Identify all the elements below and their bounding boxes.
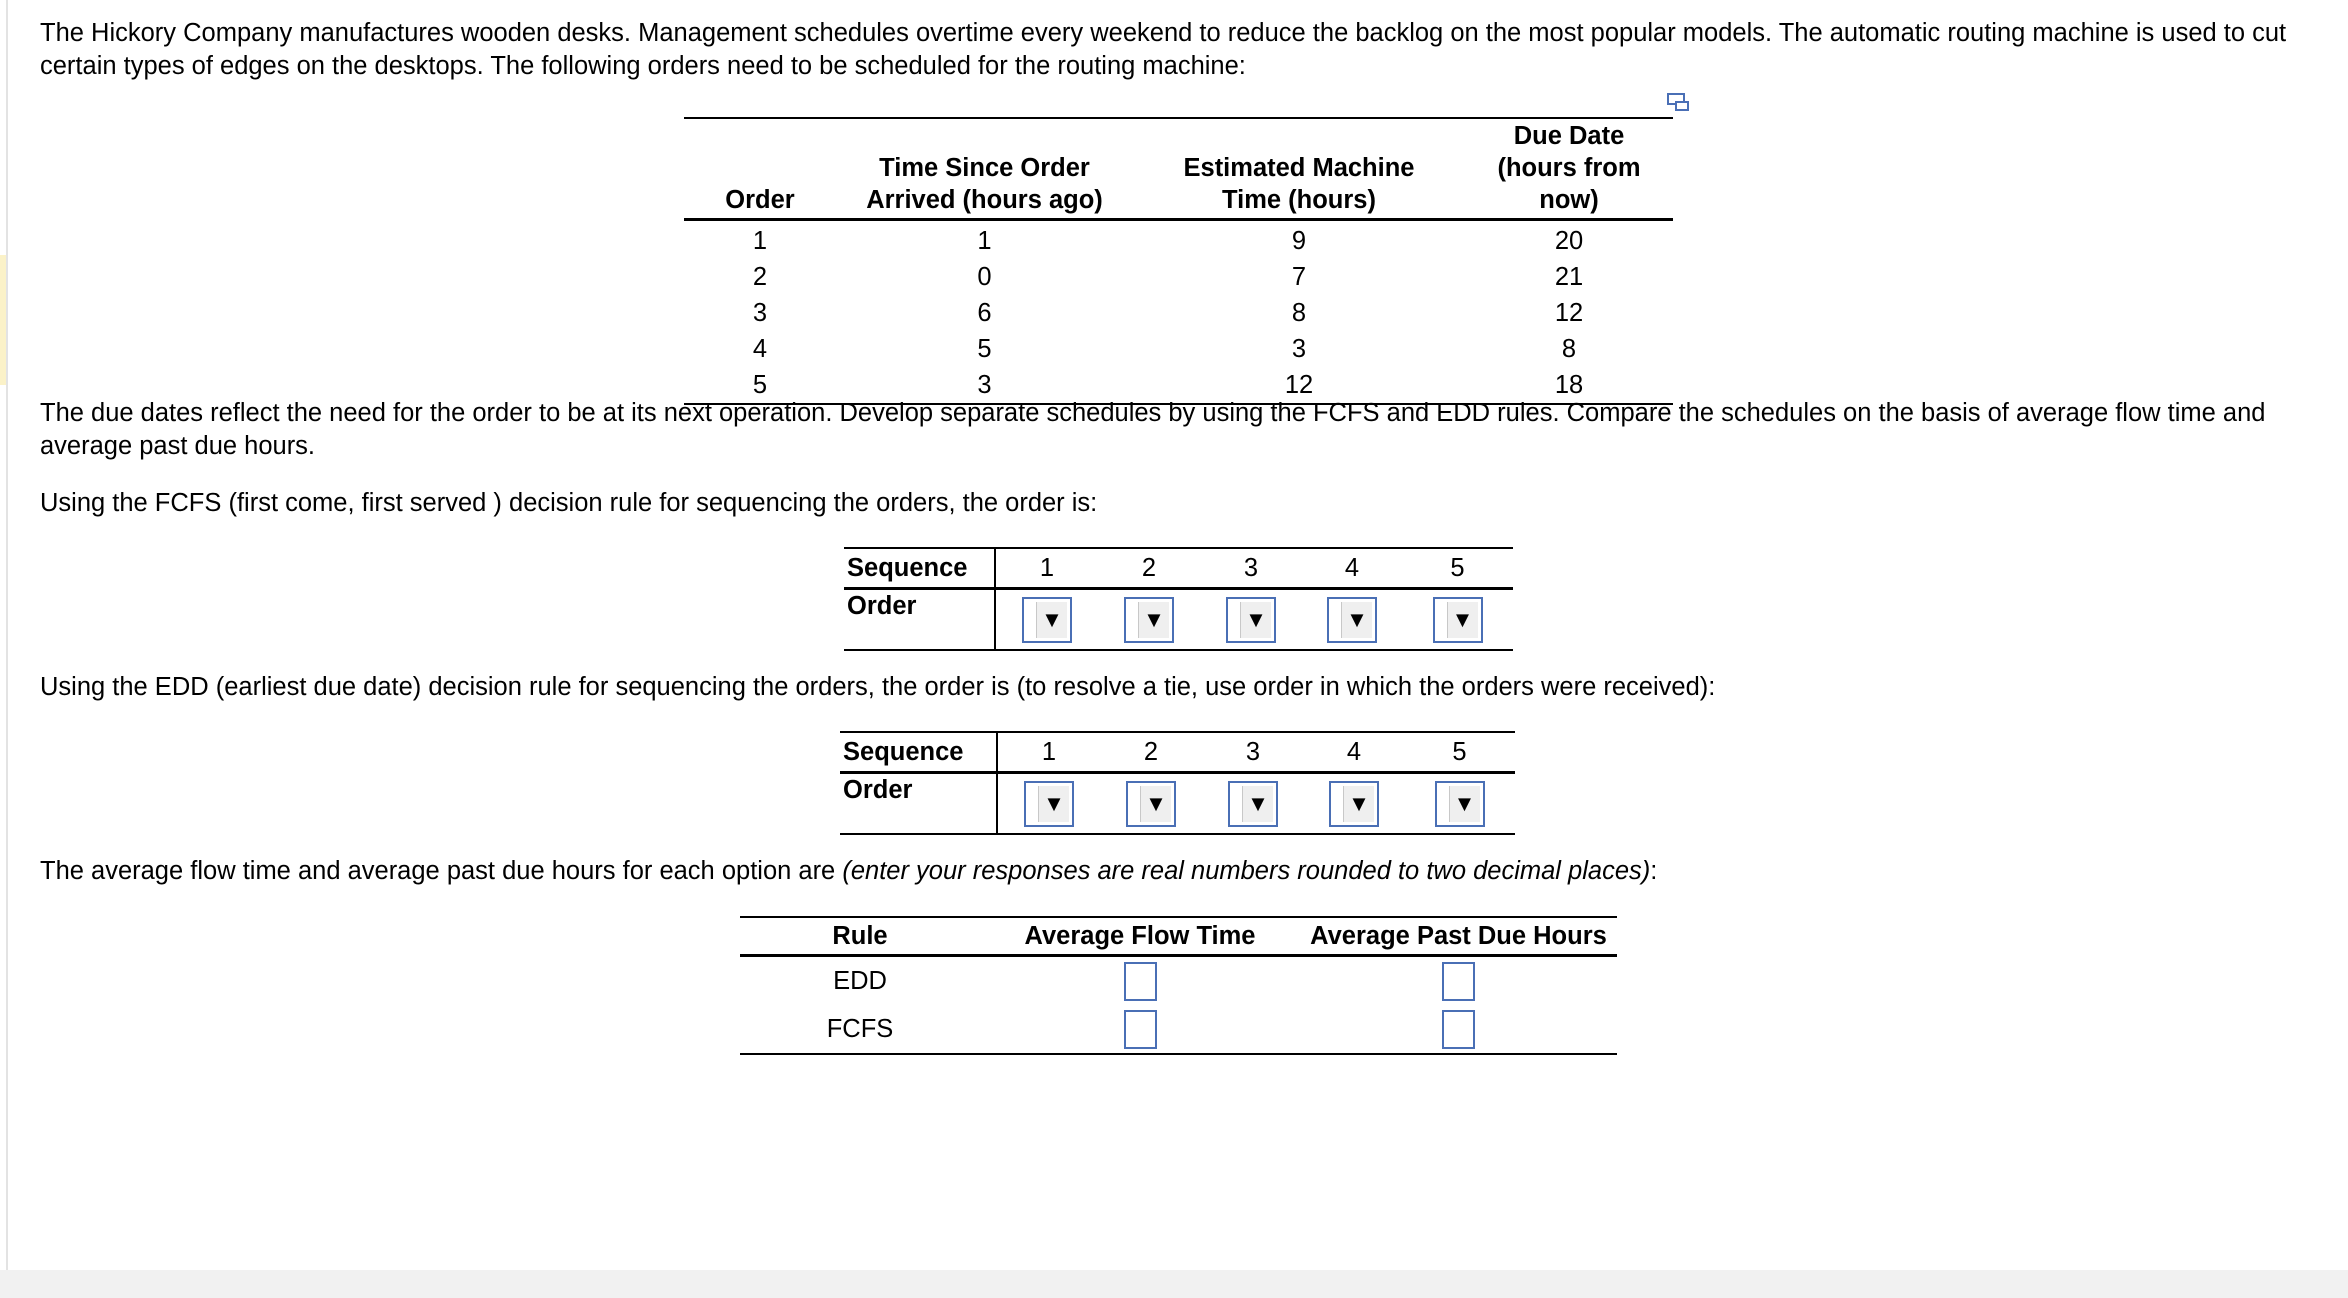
fcfs-order-select-2[interactable]	[1124, 597, 1174, 643]
header-avg-past-due: Average Past Due Hours	[1300, 917, 1617, 956]
fcfs-order-select-1[interactable]	[1022, 597, 1072, 643]
left-border	[6, 0, 8, 1270]
table-row: 3 6 8 12	[752, 299, 1584, 327]
header-avg-flow-time: Average Flow Time	[980, 917, 1300, 956]
fcfs-order-select-3[interactable]	[1226, 597, 1276, 643]
dropdown-arrow-icon: ▼	[1449, 786, 1480, 822]
edd-sequence-row: Sequence 1 2 3 4 5	[840, 732, 1515, 773]
edd-order-select-3[interactable]	[1228, 781, 1278, 827]
intro-paragraph: The Hickory Company manufactures wooden desks. Management schedules overtime every weekend to reduce the backlog on the most popular models. The automatic routing machine is used to cut certain types of edges on the desktops. The following orders need to be scheduled for the routing machine:	[40, 19, 2287, 80]
results-table-header	[740, 917, 1617, 956]
instructions-paragraph: The due dates reflect the need for the order to be at its next operation. Develop separate schedules by using the FCFS and EDD rules. Compare the schedules on the basis of average flow time and average past due hours.	[40, 399, 2266, 460]
edd-avg-flow-time-input[interactable]	[1124, 962, 1157, 1001]
results-table	[740, 916, 1617, 1055]
sequence-label: Sequence	[844, 548, 995, 589]
fcfs-sequence-table	[844, 547, 1513, 651]
orders-table-header	[684, 118, 1673, 220]
order-label: Order	[844, 589, 995, 651]
results-note: (enter your responses are real numbers rounded to two decimal places)	[842, 857, 1651, 885]
fcfs-avg-flow-time-input[interactable]	[1124, 1010, 1157, 1049]
dropdown-arrow-icon: ▼	[1240, 602, 1271, 638]
fcfs-order-row	[844, 589, 1513, 651]
header-rule: Rule	[740, 917, 980, 956]
header-order: Order	[684, 118, 836, 220]
header-due-date: Due Date (hours from now)	[1465, 118, 1673, 220]
orders-table	[684, 117, 1673, 405]
edd-prompt: Using the EDD (earliest due date) decision rule for sequencing the orders, the order is (to resolve a tie, use order in which the orders were received):	[40, 673, 1716, 701]
left-highlight-marker	[0, 255, 6, 385]
fcfs-order-select-4[interactable]	[1327, 597, 1377, 643]
order-label: Order	[840, 773, 997, 835]
table-row: 4 5 3 8	[752, 335, 1577, 363]
header-time-since: Time Since Order Arrived (hours ago)	[836, 118, 1133, 220]
fcfs-order-select-5[interactable]	[1433, 597, 1483, 643]
edd-order-select-2[interactable]	[1126, 781, 1176, 827]
results-prompt: The average flow time and average past due hours for each option are (enter your responses are real numbers rounded to two decimal places):	[40, 857, 1658, 885]
table-row: EDD	[740, 956, 1617, 1006]
dropdown-arrow-icon: ▼	[1036, 602, 1067, 638]
dropdown-arrow-icon: ▼	[1138, 602, 1169, 638]
dropdown-arrow-icon: ▼	[1447, 602, 1478, 638]
dropdown-arrow-icon: ▼	[1242, 786, 1273, 822]
edd-avg-past-due-input[interactable]	[1442, 962, 1475, 1001]
edd-sequence-table	[840, 731, 1515, 835]
table-row: 1 1 9 20	[752, 227, 1584, 255]
table-row: FCFS	[740, 1005, 1617, 1054]
fcfs-avg-past-due-input[interactable]	[1442, 1010, 1475, 1049]
dropdown-arrow-icon: ▼	[1140, 786, 1171, 822]
expand-icon[interactable]	[1667, 92, 1689, 112]
header-machine-time: Estimated Machine Time (hours)	[1133, 118, 1465, 220]
table-row: 5 3 12 18	[752, 371, 1584, 399]
edd-order-select-5[interactable]	[1435, 781, 1485, 827]
edd-order-select-4[interactable]	[1329, 781, 1379, 827]
edd-order-row	[840, 773, 1515, 835]
edd-order-select-1[interactable]	[1024, 781, 1074, 827]
dropdown-arrow-icon: ▼	[1343, 786, 1374, 822]
dropdown-arrow-icon: ▼	[1341, 602, 1372, 638]
fcfs-sequence-row: Sequence 1 2 3 4 5	[844, 548, 1513, 589]
fcfs-prompt: Using the FCFS (first come, first served ) decision rule for sequencing the orders, the order is:	[40, 489, 1098, 517]
sequence-label: Sequence	[840, 732, 997, 773]
dropdown-arrow-icon: ▼	[1038, 786, 1069, 822]
bottom-bar	[0, 1270, 2348, 1298]
table-row: 2 0 7 21	[752, 263, 1584, 291]
